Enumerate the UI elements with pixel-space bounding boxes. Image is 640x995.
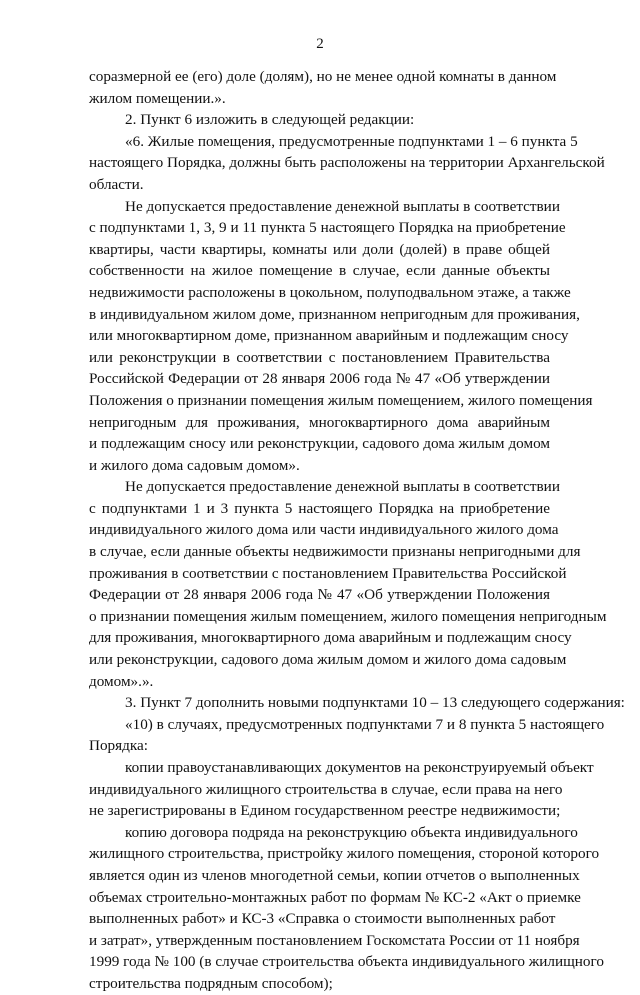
text-line: индивидуального жилого дома или части индивидуального жилого дома	[89, 521, 559, 539]
text-line: жилищного строительства, пристройку жилого помещения, стороной которого	[89, 845, 600, 863]
text-line: 2. Пункт 6 изложить в следующей редакции:	[125, 111, 415, 129]
text-line: недвижимости расположены в цокольном, полуподвальном этаже, а также	[89, 283, 571, 301]
text-line: или реконструкции в соответствии с постановлением Правительства	[89, 348, 550, 366]
text-line: выполненных работ» и КС-3 «Справка о стоимости выполненных работ	[89, 910, 556, 928]
text-line: домом».».	[89, 672, 154, 690]
text-line: или многоквартирном доме, признанном аварийным и подлежащим сносу	[89, 327, 569, 345]
text-line: непригодным для проживания, многоквартирного дома аварийным	[89, 413, 550, 431]
text-line: и подлежащим сносу или реконструкции, садового дома жилым домом	[89, 435, 550, 453]
text-line: строительства подрядным способом);	[89, 974, 333, 992]
text-line: и затрат», утвержденным постановлением Госкомстата России от 11 ноября	[89, 931, 580, 949]
text-line: «6. Жилые помещения, предусмотренные подпунктами 1 – 6 пункта 5	[125, 132, 578, 150]
text-line: Положения о признании помещения жилым помещением, жилого помещения	[89, 391, 593, 409]
text-line: с подпунктами 1 и 3 пункта 5 настоящего Порядка на приобретение	[89, 499, 550, 517]
text-line: настоящего Порядка, должны быть расположены на территории Архангельской	[89, 154, 605, 172]
text-line: и жилого дома садовым домом».	[89, 456, 300, 474]
text-line: для проживания, многоквартирного дома аварийным и подлежащим сносу	[89, 629, 572, 647]
text-line: является один из членов многодетной семьи, копии отчетов о выполненных	[89, 866, 580, 884]
text-line: «10) в случаях, предусмотренных подпунктами 7 и 8 пункта 5 настоящего	[125, 715, 605, 733]
text-line: не зарегистрированы в Едином государственном реестре недвижимости;	[89, 802, 561, 820]
text-line: соразмерной ее (его) доле (долям), но не менее одной комнаты в данном	[89, 68, 557, 85]
text-line: Порядка:	[89, 737, 148, 755]
text-line: 3. Пункт 7 дополнить новыми подпунктами 10 – 13 следующего содержания:	[125, 694, 625, 712]
text-line: Российской Федерации от 28 января 2006 года № 47 «Об утверждении	[89, 370, 550, 388]
text-line: объемах строительно-монтажных работ по формам № КС-2 «Акт о приемке	[89, 888, 581, 906]
text-line: индивидуального жилищного строительства в случае, если права на него	[89, 780, 563, 798]
text-line: Не допускается предоставление денежной выплаты в соответствии	[125, 478, 560, 496]
text-line: копии правоустанавливающих документов на реконструируемый объект	[125, 759, 594, 776]
text-line: области.	[89, 175, 144, 193]
text-line: Не допускается предоставление денежной выплаты в соответствии	[125, 197, 560, 215]
text-line: с подпунктами 1, 3, 9 и 11 пункта 5 настоящего Порядка на приобретение	[89, 219, 566, 237]
text-line: или реконструкции, садового дома жилым домом и жилого дома садовым	[89, 651, 567, 669]
text-line: Федерации от 28 января 2006 года № 47 «Об утверждении Положения	[89, 586, 550, 604]
text-line: собственности на жилое помещение в случае, если данные объекты	[89, 262, 550, 280]
text-line: копию договора подряда на реконструкцию объекта индивидуального	[125, 823, 578, 841]
text-line: о признании помещения жилым помещением, жилого помещения непригодным	[89, 607, 607, 625]
page-number: 2	[316, 36, 324, 52]
text-line: 1999 года № 100 (в случае строительства объекта индивидуального жилищного	[89, 953, 604, 971]
text-line: в случае, если данные объекты недвижимости признаны непригодными для	[89, 543, 581, 561]
text-line: жилом помещении.».	[89, 89, 226, 107]
text-line: квартиры, части квартиры, комнаты или доли (долей) в праве общей	[89, 240, 550, 258]
text-line: в индивидуальном жилом доме, признанном непригодным для проживания,	[89, 305, 580, 323]
document-body	[89, 66, 625, 995]
text-line: проживания в соответствии с постановлением Правительства Российской	[89, 564, 567, 582]
